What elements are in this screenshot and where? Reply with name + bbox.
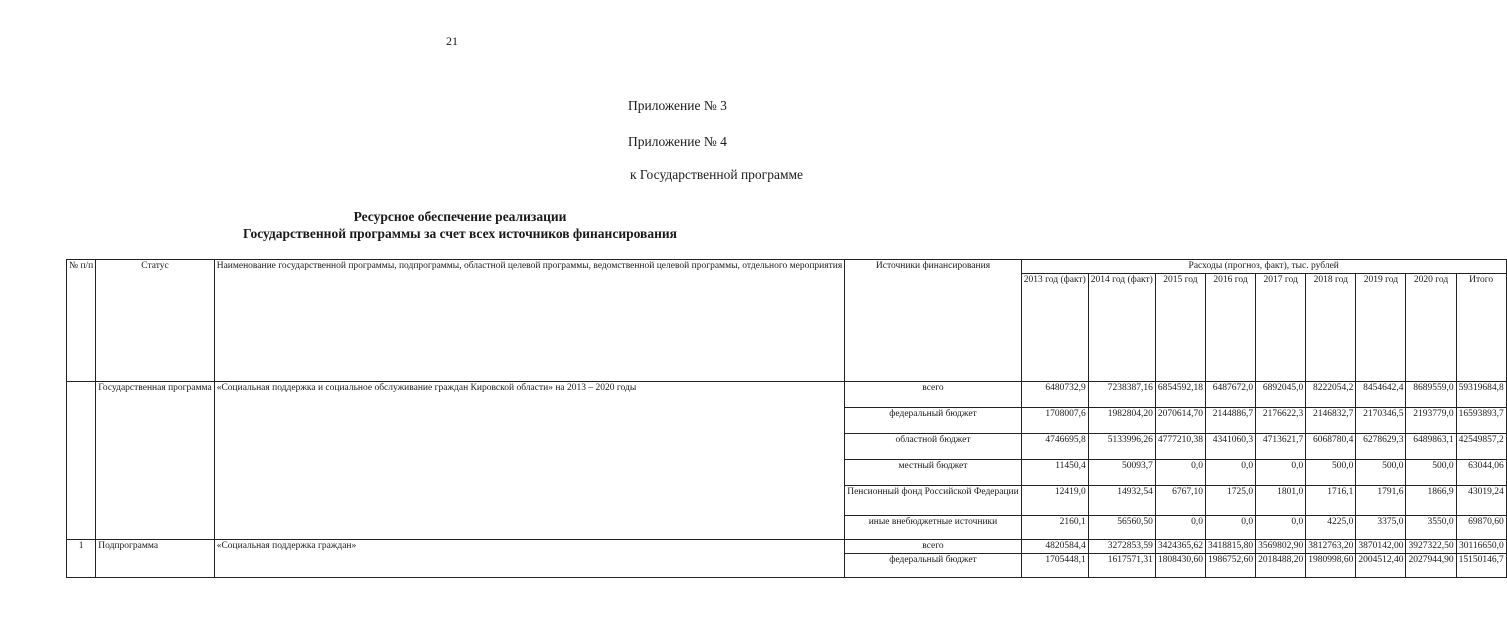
expense-value: 1801,0 [1256,485,1306,515]
expense-value: 15150146,7 [1456,553,1506,577]
appendix-line-2: Приложение № 4 [628,134,727,149]
page-number: 21 [446,34,458,48]
document-title-line-2: Государственной программы за счет всех источников финансирования [243,226,677,241]
expense-value: 4713621,7 [1256,433,1306,459]
expense-value: 30116650,0 [1456,539,1506,553]
funding-source: местный бюджет [845,459,1021,485]
funding-source: всего [845,381,1021,407]
expense-value: 2004512,40 [1356,553,1406,577]
header-year: 2015 год [1155,273,1205,381]
expense-value: 0,0 [1205,515,1255,539]
expense-value: 1725,0 [1205,485,1255,515]
subprogram-name: «Социальная поддержка граждан» [214,539,845,577]
appendix-line-3: к Государственной программе [630,167,804,182]
expense-value: 500,0 [1356,459,1406,485]
appendix-line-1: Приложение № 3 [628,98,727,113]
expense-value: 2018488,20 [1256,553,1306,577]
expense-value: 1705448,1 [1021,553,1088,577]
expense-value: 63044,06 [1456,459,1506,485]
expense-value: 6854592,18 [1155,381,1205,407]
expense-value: 2160,1 [1021,515,1088,539]
expense-value: 7238387,16 [1088,381,1155,407]
program-name: «Социальная поддержка и социальное обслуживание граждан Кировской области» на 2013 – 2020 годы [214,381,845,539]
funding-source: федеральный бюджет [845,407,1021,433]
expense-value: 1716,1 [1306,485,1356,515]
expense-value: 5133996,26 [1088,433,1155,459]
expense-value: 2144886,7 [1205,407,1255,433]
expense-value: 12419,0 [1021,485,1088,515]
expense-value: 6278629,3 [1356,433,1406,459]
expense-value: 0,0 [1256,459,1306,485]
expense-value: 1980998,60 [1306,553,1356,577]
expense-value: 11450,4 [1021,459,1088,485]
expense-value: 3569802,90 [1256,539,1306,553]
header-name: Наименование государственной программы, подпрограммы, областной целевой программы, ведомственной целевой программы, отдельного мероприятия [214,260,845,382]
expense-value: 2176622,3 [1256,407,1306,433]
header-source: Источники финансирования [845,260,1021,382]
funding-source: Пенсионный фонд Российской Федерации [845,485,1021,515]
expense-value: 2027944,90 [1406,553,1456,577]
funding-source: федеральный бюджет [845,553,1021,577]
header-year: 2020 год [1406,273,1456,381]
header-year: 2019 год [1356,273,1406,381]
expense-value: 4746695,8 [1021,433,1088,459]
header-year: 2018 год [1306,273,1356,381]
expense-value: 6489863,1 [1406,433,1456,459]
expense-value: 500,0 [1406,459,1456,485]
expense-value: 3550,0 [1406,515,1456,539]
expense-value: 8689559,0 [1406,381,1456,407]
expense-value: 59319684,8 [1456,381,1506,407]
funding-source: иные внебюджетные источники [845,515,1021,539]
expense-value: 6480732,9 [1021,381,1088,407]
expense-value: 6767,10 [1155,485,1205,515]
expense-value: 4341060,3 [1205,433,1255,459]
expense-value: 2146832,7 [1306,407,1356,433]
program-status: Государственная программа [96,381,214,539]
header-year: 2014 год (факт) [1088,273,1155,381]
header-expenses: Расходы (прогноз, факт), тыс. рублей [1021,260,1506,274]
expense-value: 0,0 [1155,459,1205,485]
expense-value: 0,0 [1155,515,1205,539]
subprogram-row [67,539,1507,553]
expense-value: 56560,50 [1088,515,1155,539]
expense-value: 1866,9 [1406,485,1456,515]
expense-value: 43019,24 [1456,485,1506,515]
header-year: 2013 год (факт) [1021,273,1088,381]
expense-value: 1982804,20 [1088,407,1155,433]
funding-source: всего [845,539,1021,553]
expense-value: 1986752,60 [1205,553,1255,577]
header-num: № п/п [67,260,96,382]
expense-value: 8222054,2 [1306,381,1356,407]
expense-value: 3812763,20 [1306,539,1356,553]
expense-value: 4820584,4 [1021,539,1088,553]
expense-value: 8454642,4 [1356,381,1406,407]
expense-value: 69870,60 [1456,515,1506,539]
funding-source: областной бюджет [845,433,1021,459]
expense-value: 3424365,62 [1155,539,1205,553]
expense-value: 4777210,38 [1155,433,1205,459]
expense-value: 1617571,31 [1088,553,1155,577]
expense-value: 0,0 [1256,515,1306,539]
subprogram-status: Подпрограмма [96,539,214,577]
expense-value: 2193779,0 [1406,407,1456,433]
expense-value: 3418815,80 [1205,539,1255,553]
program-number [67,381,96,539]
expense-value: 2170346,5 [1356,407,1406,433]
expense-value: 3375,0 [1356,515,1406,539]
expense-value: 14932,54 [1088,485,1155,515]
program-row [67,381,1507,407]
expense-value: 2070614,70 [1155,407,1205,433]
header-status: Статус [96,260,214,382]
expense-value: 50093,7 [1088,459,1155,485]
expense-value: 1708007,6 [1021,407,1088,433]
header-year: 2016 год [1205,273,1255,381]
expense-value: 6068780,4 [1306,433,1356,459]
expense-value: 6487672,0 [1205,381,1255,407]
expense-value: 3870142,00 [1356,539,1406,553]
expense-value: 0,0 [1205,459,1255,485]
expense-value: 3272853,59 [1088,539,1155,553]
subprogram-number: 1 [67,539,96,577]
expense-value: 500,0 [1306,459,1356,485]
expense-value: 42549857,2 [1456,433,1506,459]
expense-value: 1808430,60 [1155,553,1205,577]
header-year: 2017 год [1256,273,1306,381]
expense-value: 6892045,0 [1256,381,1306,407]
document-title-line-1: Ресурсное обеспечение реализации [353,209,567,224]
resource-table [66,259,1507,578]
expense-value: 1791,6 [1356,485,1406,515]
expense-value: 16593893,7 [1456,407,1506,433]
expense-value: 4225,0 [1306,515,1356,539]
header-year: Итого [1456,273,1506,381]
expense-value: 3927322,50 [1406,539,1456,553]
